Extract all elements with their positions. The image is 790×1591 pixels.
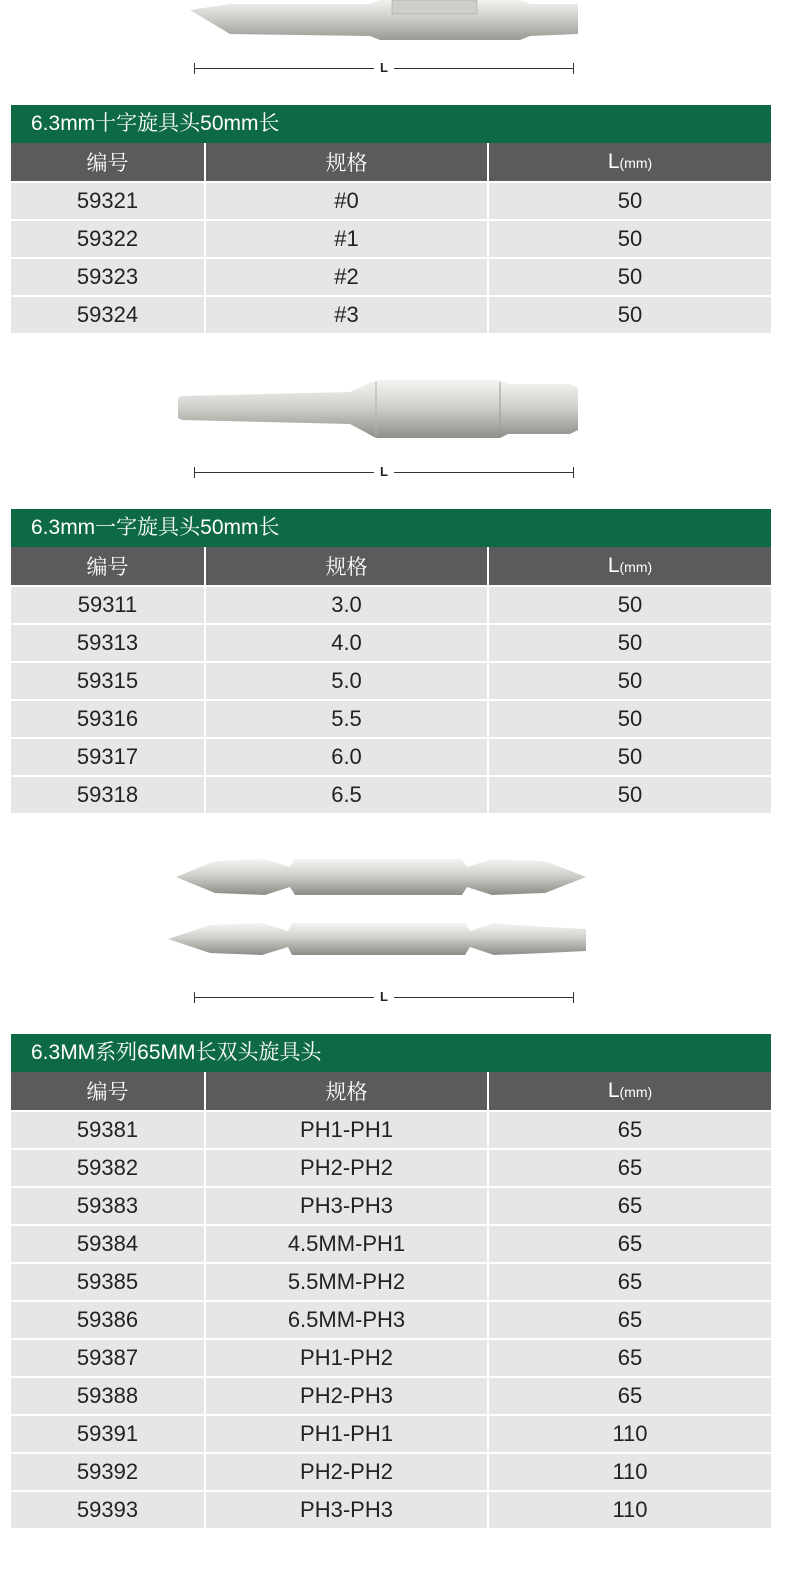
cell-length: 50 (488, 738, 771, 776)
cell-length: 50 (488, 258, 771, 296)
table-row (11, 586, 771, 624)
cell-code: 59388 (11, 1377, 205, 1415)
length-dimension-3 (194, 991, 574, 1005)
spec-section-double-end (11, 1034, 771, 1528)
cell-length: 110 (488, 1453, 771, 1491)
cell-spec: PH3-PH3 (205, 1187, 488, 1225)
cell-spec: 5.0 (205, 662, 488, 700)
col-header-code: 编号 (11, 1072, 205, 1111)
section-title: 6.3mm一字旋具头50mm长 (11, 509, 771, 547)
table-row (11, 776, 771, 813)
table-row (11, 624, 771, 662)
table-row (11, 1187, 771, 1225)
table-row (11, 1149, 771, 1187)
table-row (11, 1301, 771, 1339)
cell-code: 59386 (11, 1301, 205, 1339)
cell-code: 59391 (11, 1415, 205, 1453)
cell-spec: 5.5MM-PH2 (205, 1263, 488, 1301)
spec-table (11, 143, 771, 333)
cell-spec: 4.5MM-PH1 (205, 1225, 488, 1263)
slotted-bit-illustration (0, 370, 790, 450)
spec-section-slotted (11, 509, 771, 813)
table-row (11, 1491, 771, 1528)
cell-code: 59381 (11, 1111, 205, 1149)
cell-spec: PH1-PH1 (205, 1415, 488, 1453)
table-row (11, 1111, 771, 1149)
cell-length: 50 (488, 296, 771, 333)
double-end-bit-photo (0, 845, 790, 975)
cell-code: 59393 (11, 1491, 205, 1528)
phillips-bit-photo (0, 0, 790, 50)
cell-code: 59321 (11, 182, 205, 220)
spec-section-phillips (11, 105, 771, 333)
cell-length: 65 (488, 1187, 771, 1225)
cell-spec: PH1-PH1 (205, 1111, 488, 1149)
table-row (11, 1263, 771, 1301)
cell-length: 65 (488, 1377, 771, 1415)
table-row (11, 1453, 771, 1491)
cell-code: 59392 (11, 1453, 205, 1491)
section-title: 6.3mm十字旋具头50mm长 (11, 105, 771, 143)
section-title: 6.3MM系列65MM长双头旋具头 (11, 1034, 771, 1072)
col-header-code: 编号 (11, 547, 205, 586)
table-row (11, 220, 771, 258)
cell-code: 59316 (11, 700, 205, 738)
dimension-label: L (380, 464, 388, 479)
col-header-code: 编号 (11, 143, 205, 182)
cell-spec: #2 (205, 258, 488, 296)
cell-code: 59385 (11, 1263, 205, 1301)
cell-length: 65 (488, 1339, 771, 1377)
cell-code: 59323 (11, 258, 205, 296)
cell-code: 59313 (11, 624, 205, 662)
cell-spec: 4.0 (205, 624, 488, 662)
cell-code: 59318 (11, 776, 205, 813)
col-header-spec: 规格 (205, 547, 488, 586)
cell-length: 65 (488, 1149, 771, 1187)
col-header-length: L(mm) (488, 143, 771, 182)
cell-length: 50 (488, 182, 771, 220)
cell-length: 50 (488, 776, 771, 813)
cell-spec: #3 (205, 296, 488, 333)
col-header-spec: 规格 (205, 1072, 488, 1111)
cell-length: 50 (488, 662, 771, 700)
cell-length: 50 (488, 220, 771, 258)
length-dimension-1 (194, 62, 574, 76)
cell-length: 110 (488, 1415, 771, 1453)
double-end-bit-illustration (0, 845, 790, 975)
table-header-row (11, 547, 771, 586)
slotted-bit-photo (0, 370, 790, 450)
cell-length: 65 (488, 1263, 771, 1301)
col-header-length: L(mm) (488, 547, 771, 586)
cell-length: 110 (488, 1491, 771, 1528)
dimension-label: L (380, 989, 388, 1004)
cell-length: 50 (488, 700, 771, 738)
cell-length: 50 (488, 624, 771, 662)
cell-code: 59384 (11, 1225, 205, 1263)
col-header-length: L(mm) (488, 1072, 771, 1111)
dimension-label: L (380, 60, 388, 75)
cell-spec: 3.0 (205, 586, 488, 624)
cell-length: 65 (488, 1301, 771, 1339)
length-dimension-2 (194, 466, 574, 480)
table-row (11, 738, 771, 776)
cell-code: 59383 (11, 1187, 205, 1225)
cell-spec: PH2-PH2 (205, 1453, 488, 1491)
table-header-row (11, 1072, 771, 1111)
col-header-spec: 规格 (205, 143, 488, 182)
table-row (11, 662, 771, 700)
table-row (11, 1339, 771, 1377)
phillips-bit-illustration (0, 0, 790, 50)
cell-code: 59315 (11, 662, 205, 700)
table-row (11, 1225, 771, 1263)
table-row (11, 700, 771, 738)
cell-length: 50 (488, 586, 771, 624)
cell-code: 59382 (11, 1149, 205, 1187)
table-row (11, 1415, 771, 1453)
cell-spec: #1 (205, 220, 488, 258)
cell-spec: PH1-PH2 (205, 1339, 488, 1377)
cell-code: 59317 (11, 738, 205, 776)
cell-code: 59322 (11, 220, 205, 258)
cell-spec: 6.5 (205, 776, 488, 813)
cell-code: 59324 (11, 296, 205, 333)
cell-length: 65 (488, 1225, 771, 1263)
cell-spec: #0 (205, 182, 488, 220)
cell-spec: 6.5MM-PH3 (205, 1301, 488, 1339)
cell-code: 59311 (11, 586, 205, 624)
table-row (11, 1377, 771, 1415)
spec-table (11, 1072, 771, 1528)
table-row (11, 182, 771, 220)
cell-spec: 5.5 (205, 700, 488, 738)
cell-spec: PH3-PH3 (205, 1491, 488, 1528)
cell-length: 65 (488, 1111, 771, 1149)
table-row (11, 258, 771, 296)
spec-table (11, 547, 771, 813)
cell-spec: 6.0 (205, 738, 488, 776)
table-row (11, 296, 771, 333)
table-header-row (11, 143, 771, 182)
cell-code: 59387 (11, 1339, 205, 1377)
cell-spec: PH2-PH3 (205, 1377, 488, 1415)
cell-spec: PH2-PH2 (205, 1149, 488, 1187)
